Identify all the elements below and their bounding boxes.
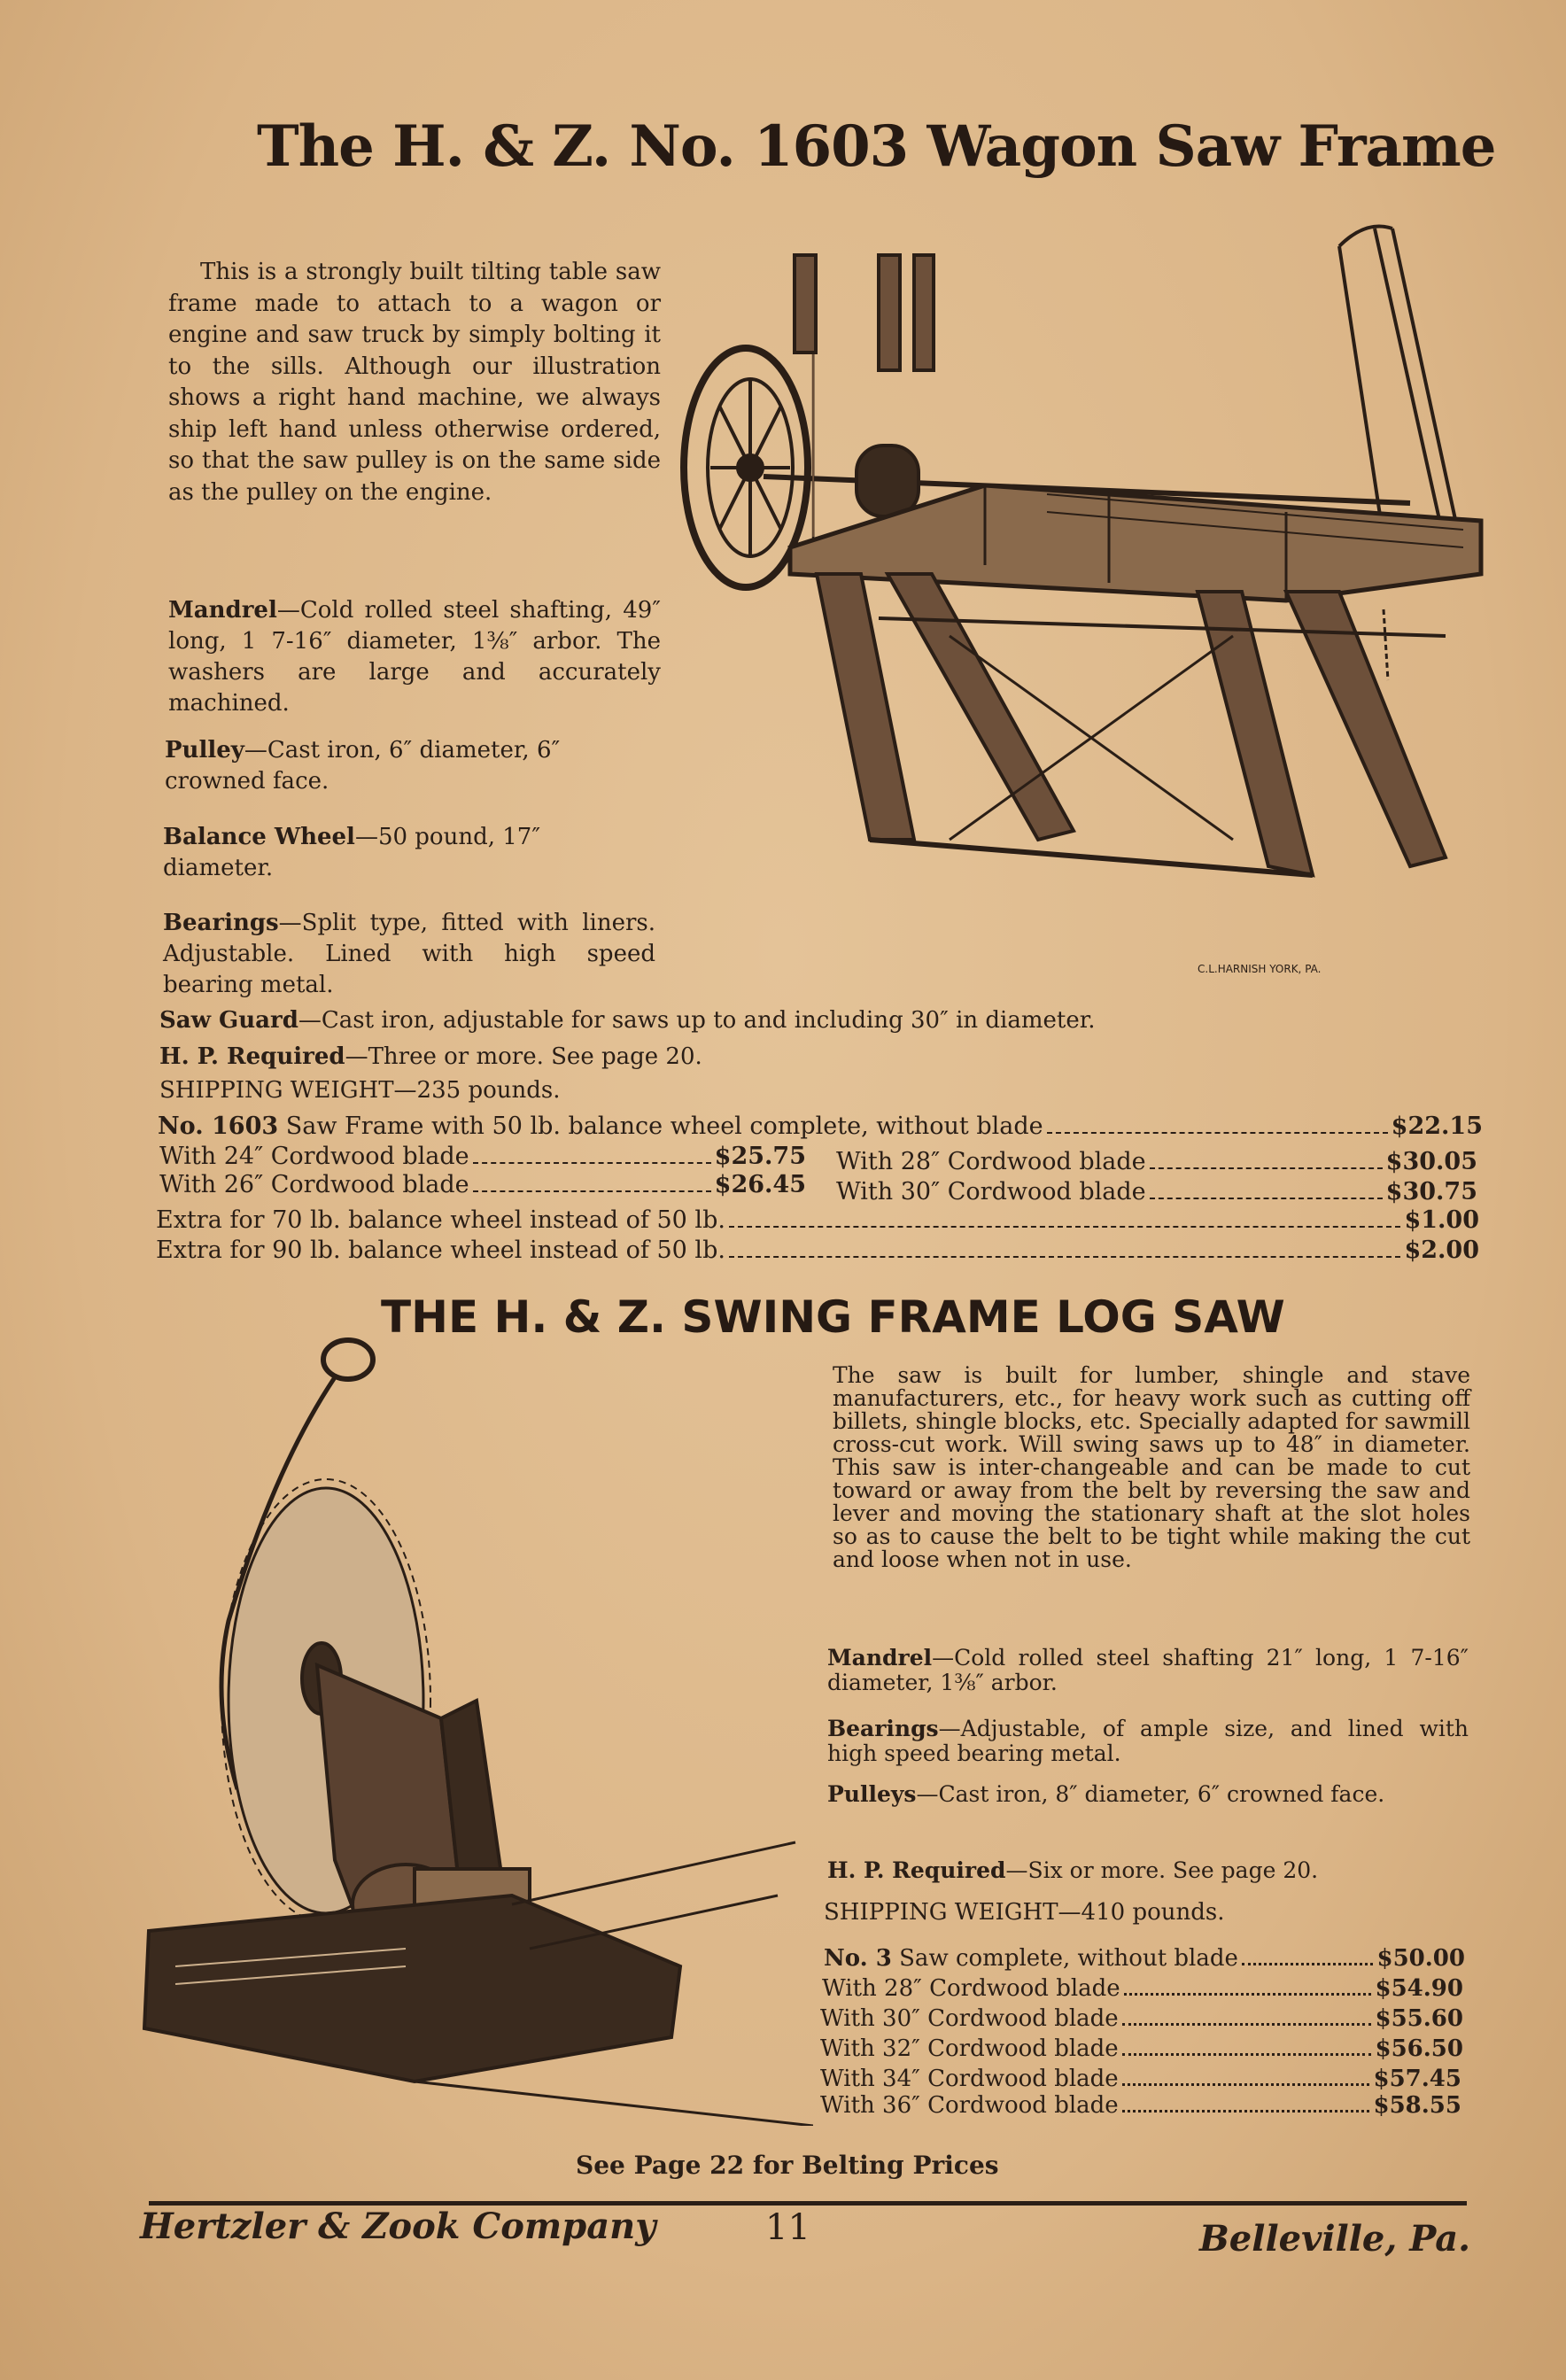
price-row-no3-34in: With 34″ Cordwood blade $57.45 xyxy=(820,2066,1461,2092)
belting-prices-note: See Page 22 for Belting Prices xyxy=(576,2151,999,2180)
price-row-1603-28in: With 28″ Cordwood blade $30.05 xyxy=(836,1148,1477,1175)
wagon-saw-bearings-spec: Bearings—Split type, fitted with liners. Adjustable. Lined with high speed bearing metal. xyxy=(163,910,655,998)
price-row-1603-30in: With 30″ Cordwood blade $30.75 xyxy=(836,1178,1477,1206)
price-row-no3-base: No. 3 Saw complete, without blade $50.00 xyxy=(824,1945,1465,1972)
wagon-saw-frame-illustration xyxy=(666,220,1490,981)
price-row-1603-base: No. 1603 Saw Frame with 50 lb. balance wheel complete, without blade $22.15 xyxy=(158,1112,1483,1140)
price-row-no3-36in: With 36″ Cordwood blade $58.55 xyxy=(820,2092,1461,2119)
wagon-saw-intro: This is a strongly built tilting table saw frame made to attach to a wagon or engine and saw truck by simply bolting it to the sills. Although our illustration shows a right hand machine, we always ship left hand unless otherwise ordered, so that the saw pulley is on the same side as the pulley on the engine. xyxy=(168,259,661,506)
swing-frame-log-saw-illustration xyxy=(140,1329,813,2126)
wagon-saw-guard-spec: Saw Guard—Cast iron, adjustable for saws up to and including 30″ in diameter. xyxy=(159,1007,1096,1034)
price-row-no3-28in: With 28″ Cordwood blade $54.90 xyxy=(822,1975,1463,2002)
footer-company-name: Hertzler & Zook Company xyxy=(140,2206,656,2247)
log-saw-intro: The saw is built for lumber, shingle and stave manufacturers, etc., for heavy work such as cutting off billets, shingle blocks, etc. Specially adapted for sawmill cross-cut work. Will swing saws up to 48″ in diameter. This saw is inter-changeable and can be made to cut toward or away from the belt by reversing the saw and lever and moving the stationary shaft at the slot holes so as to cause the belt to be tight while making the cut and loose when not in use. xyxy=(833,1362,1470,1572)
wagon-saw-shipping-weight: SHIPPING WEIGHT—235 pounds. xyxy=(159,1077,561,1104)
log-saw-pulleys-spec: Pulleys—Cast iron, 8″ diameter, 6″ crowned face. xyxy=(827,1781,1385,1807)
price-row-1603-90lb-wheel: Extra for 90 lb. balance wheel instead of 50 lb. $2.00 xyxy=(156,1237,1479,1264)
log-saw-hp-spec: H. P. Required—Six or more. See page 20. xyxy=(827,1857,1319,1883)
log-saw-bearings-spec: Bearings—Adjustable, of ample size, and lined with high speed bearing metal. xyxy=(827,1716,1469,1766)
wagon-saw-mandrel-spec: Mandrel—Cold rolled steel shafting, 49″ long, 1 7-16″ diameter, 1⅜″ arbor. The washers are large and accurately machined. xyxy=(168,597,661,717)
price-row-no3-32in: With 32″ Cordwood blade $56.50 xyxy=(820,2035,1463,2062)
wagon-saw-balance-wheel-spec: Balance Wheel—50 pound, 17″ diameter. xyxy=(163,824,541,881)
footer-location: Belleville, Pa. xyxy=(1199,2218,1471,2260)
price-row-1603-70lb-wheel: Extra for 70 lb. balance wheel instead of 50 lb. $1.00 xyxy=(156,1206,1479,1234)
footer-page-number: 11 xyxy=(765,2207,810,2248)
price-row-1603-24in: With 24″ Cordwood blade $25.75 xyxy=(159,1143,806,1170)
log-saw-mandrel-spec: Mandrel—Cold rolled steel shafting 21″ long, 1 7-16″ diameter, 1⅜″ arbor. xyxy=(827,1645,1469,1695)
price-row-1603-26in: With 26″ Cordwood blade $26.45 xyxy=(159,1171,806,1198)
wagon-saw-frame-title: The H. & Z. No. 1603 Wagon Saw Frame xyxy=(257,113,1496,180)
wagon-saw-pulley-spec: Pulley—Cast iron, 6″ diameter, 6″ crowned face. xyxy=(165,737,561,795)
engraver-mark: C.L.HARNISH YORK, PA. xyxy=(1198,963,1322,975)
log-saw-shipping-weight: SHIPPING WEIGHT—410 pounds. xyxy=(824,1899,1225,1926)
swing-frame-log-saw-title: THE H. & Z. SWING FRAME LOG SAW xyxy=(381,1291,1285,1343)
wagon-saw-hp-spec: H. P. Required—Three or more. See page 20. xyxy=(159,1043,702,1070)
price-row-no3-30in: With 30″ Cordwood blade $55.60 xyxy=(820,2005,1463,2032)
